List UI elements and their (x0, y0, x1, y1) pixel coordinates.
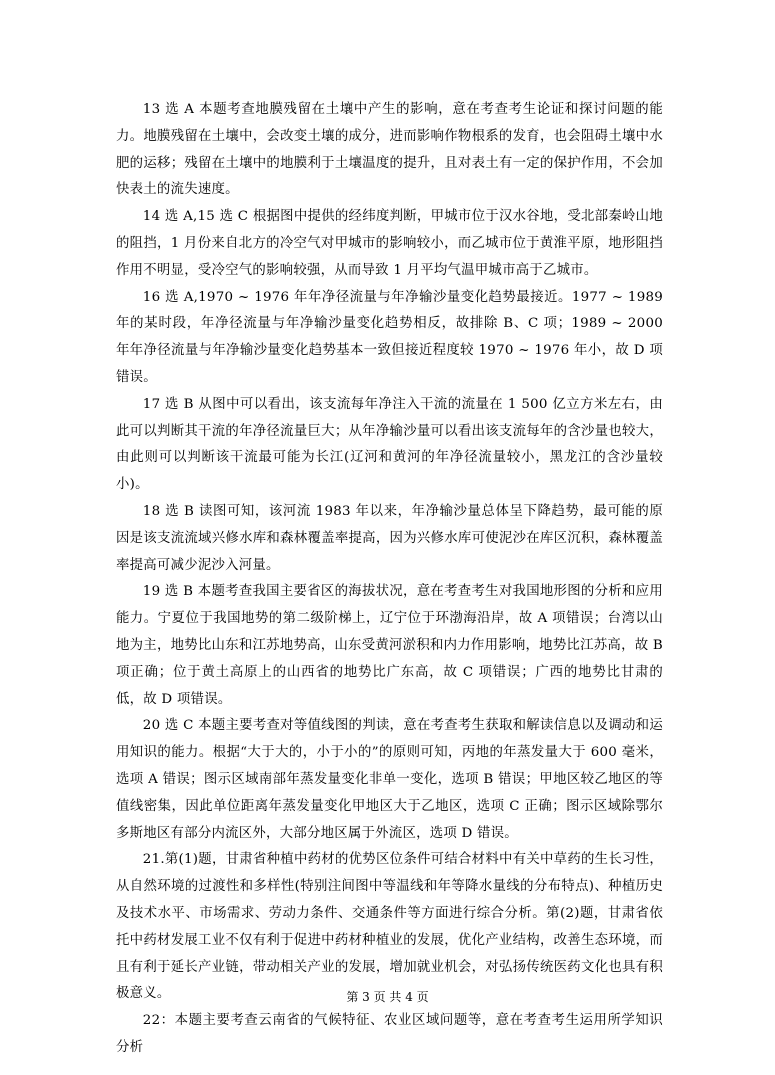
paragraph-q22: 22：本题主要考查云南省的气候特征、农业区域问题等，意在考查考生运用所学知识分析 (116, 1013, 663, 1055)
paragraph-q17: 17 选 B 从图中可以看出，该支流每年净注入干流的流量在 1 500 亿立方米左右，由此可以判断其干流的年净径流量巨大；从年净输沙量可以看出该支流每年的含沙量也较大，由此则可以判断该干流最可能为长江(辽河和黄河的年净径流量较小，黑龙江的含沙量较小)。 (116, 396, 663, 493)
answer-explanations (116, 97, 663, 1062)
paragraph-q18: 18 选 B 读图可知，该河流 1983 年以来，年净输沙量总体呈下降趋势，最可能的原因是该支流流域兴修水库和森林覆盖率提高，因为兴修水库可使泥沙在库区沉积，森林覆盖率提高可减少泥沙入河量。 (116, 503, 663, 573)
paragraph-q16: 16 选 A,1970 ~ 1976 年年净径流量与年净输沙量变化趋势最接近。1977 ~ 1989 年的某时段，年净径流量与年净输沙量变化趋势相反，故排除 B、C 项；1989 ~ 2000 年年净径流量与年净输沙量变化趋势基本一致但接近程度较 1970 ~ 1976 年小，故 D 项错误。 (116, 289, 663, 385)
page-number-footer: 第 3 页 共 4 页 (346, 990, 429, 1004)
paragraph-q14-15: 14 选 A,15 选 C 根据图中提供的经纬度判断，甲城市位于汉水谷地，受北部秦岭山地的阻挡，1 月份来自北方的冷空气对甲城市的影响较小，而乙城市位于黄淮平原，地形阻挡作用不明显，受冷空气的影响较强，从而导致 1 月平均气温甲城市高于乙城市。 (116, 209, 663, 278)
paragraph-q13: 13 选 A 本题考查地膜残留在土壤中产生的影响，意在考查考生论证和探讨问题的能力。地膜残留在土壤中，会改变土壤的成分，进而影响作物根系的发育，也会阻碍土壤中水肥的运移；残留在土壤中的地膜利于土壤温度的提升，且对表土有一定的保护作用，不会加快表土的流失速度。 (116, 102, 663, 198)
paragraph-q20: 20 选 C 本题主要考查对等值线图的判读，意在考查考生获取和解读信息以及调动和运用知识的能力。根据“大于大的，小于小的”的原则可知，丙地的年蒸发量大于 600 毫米，选项 A 错误；图示区域南部年蒸发量变化非单一变化，选项 B 错误；甲地区较乙地区的等值线密集，因此单位距离年蒸发量变化甲地区大于乙地区，选项 C 正确；图示区域除鄂尔多斯地区有部分内流区外，大部分地区属于外流区，选项 D 错误。 (116, 718, 663, 841)
paragraph-q19: 19 选 B 本题考查我国主要省区的海拔状况，意在考查考生对我国地形图的分析和应用能力。宁夏位于我国地势的第二级阶梯上，辽宁位于环渤海沿岸，故 A 项错误；台湾以山地为主，地势比山东和江苏地势高，山东受黄河淤积和内力作用影响，地势比江苏高，故 B 项正确；位于黄土高原上的山西省的地势比广东高，故 C 项错误；广西的地势比甘肃的低，故 D 项错误。 (116, 584, 663, 707)
paragraph-q21: 21.第(1)题，甘肃省种植中药材的优势区位条件可结合材料中有关中草药的生长习性，从自然环境的过渡性和多样性(特别注间图中等温线和年等降水量线的分布特点)、种植历史及技术水平、市场需求、劳动力条件、交通条件等方面进行综合分析。第(2)题，甘肃省依托中药材发展工业不仅有利于促进中药材种植业的发展，优化产业结构，改善生态环境，而且有利于延长产业链，带动相关产业的发展，增加就业机会，对弘扬传统医药文化也具有积极意义。 (116, 852, 663, 1002)
